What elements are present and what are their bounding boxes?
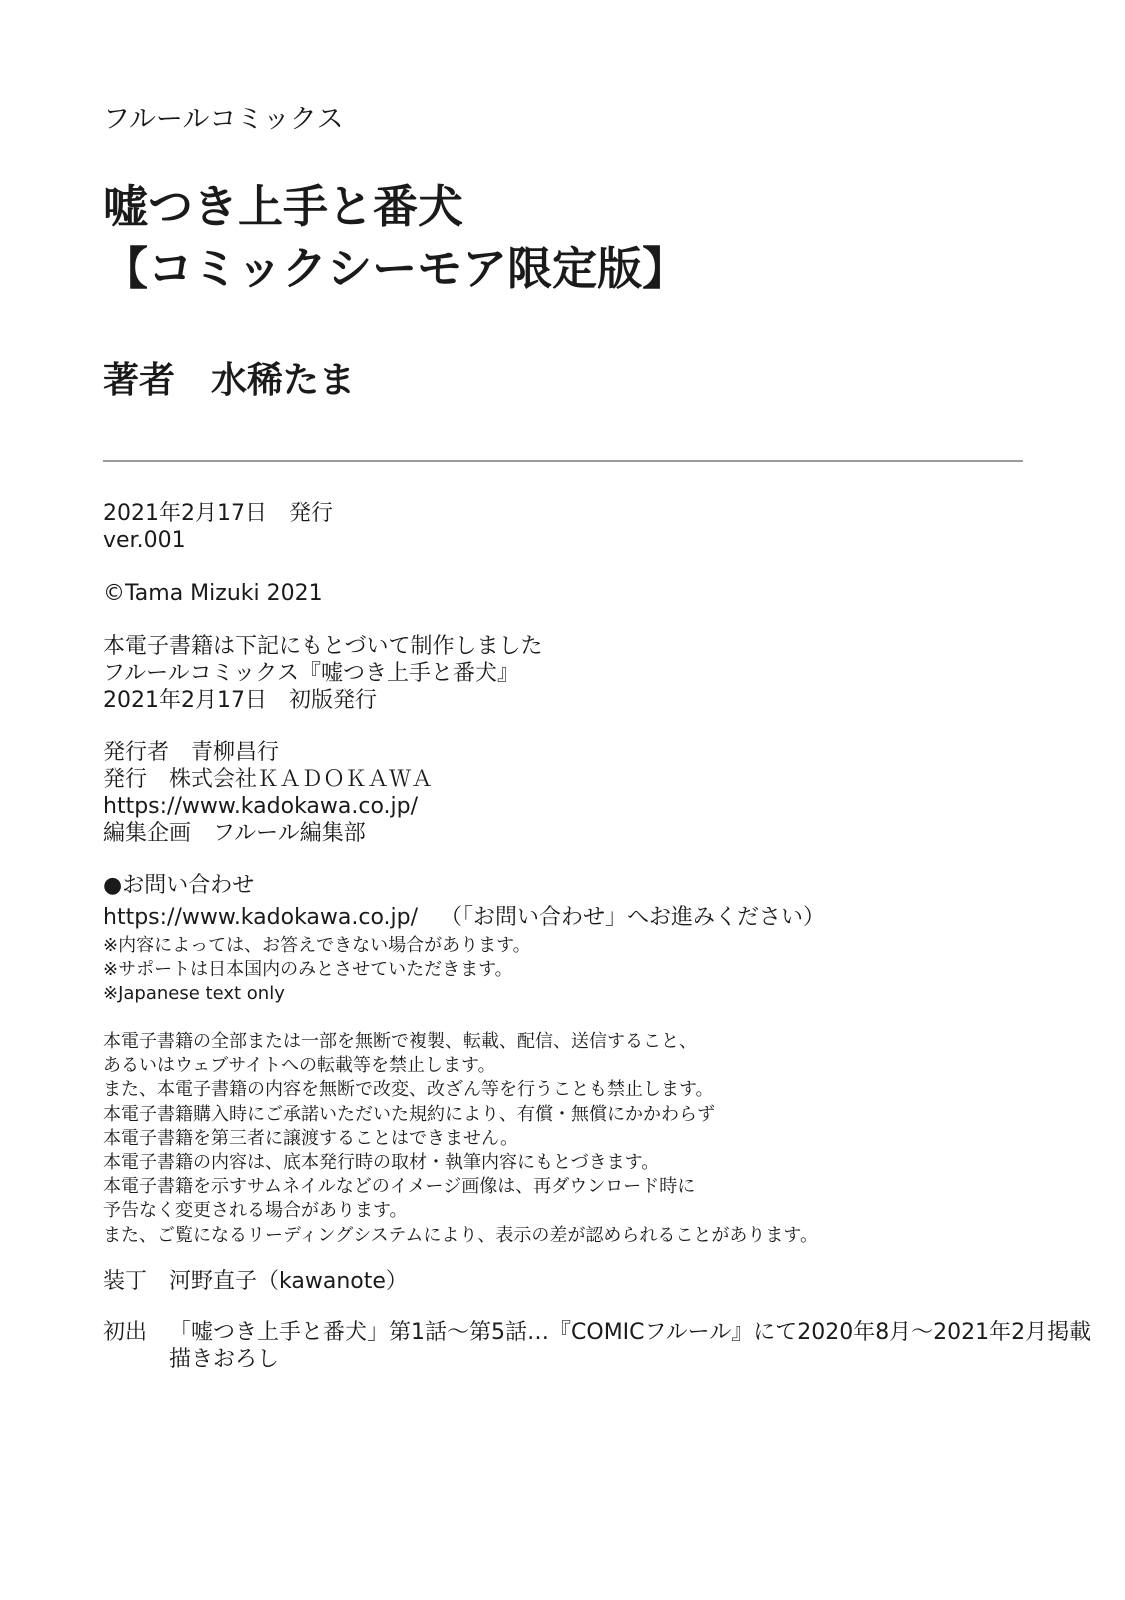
editorial-name: フルール編集部 (213, 821, 366, 846)
publisher-name: 株式会社ＫＡＤＯＫＡＷＡ (169, 767, 434, 792)
first-appearance-block (103, 1319, 1091, 1373)
contact-url-note: （「お問い合わせ」へお進みください） (440, 905, 826, 930)
design-label: 装丁 (103, 1269, 148, 1294)
publisher-line (103, 766, 433, 793)
source-line-2: フルールコミックス『嘘つき上手と番犬』 (103, 661, 520, 686)
source-date-suffix: 初版発行 (288, 688, 377, 713)
legal-line: 本電子書籍購入時にご承諾いただいた規約により、有償・無償にかかわらず (103, 1103, 715, 1125)
copyright: ©Tama Mizuki 2021 (103, 581, 323, 606)
legal-line: 本電子書籍を第三者に譲渡することはできません。 (103, 1127, 519, 1149)
contact-url-line (103, 904, 825, 931)
legal-line: また、ご覧になるリーディングシステムにより、表示の差が認められることがあります。 (103, 1224, 818, 1246)
divider (103, 460, 1023, 462)
contact-url[interactable]: https://www.kadokawa.co.jp/ (103, 905, 419, 930)
author-label: 著者 (103, 360, 176, 401)
source-line-3 (103, 687, 543, 714)
legal-notice (103, 1030, 818, 1248)
colophon-page (103, 0, 1092, 1600)
design-name: 河野直子（kawanote） (169, 1269, 408, 1294)
book-title-line-1: 嘘つき上手と番犬 (103, 180, 464, 233)
contact-notes (103, 934, 531, 1007)
design-line (103, 1268, 408, 1295)
publication-block (103, 500, 333, 554)
legal-line: あるいはウェブサイトへの転載等を禁止します。 (103, 1055, 496, 1077)
contact-heading: ●お問い合わせ (103, 873, 255, 898)
imprint-label: フルールコミックス (103, 104, 344, 135)
issuer-line (103, 739, 433, 766)
editorial-label: 編集企画 (103, 821, 192, 846)
first-appearance-text: 「嘘つき上手と番犬」第1話〜第5話…『COMICフルール』にて2020年8月〜2021年2月掲載 (169, 1320, 1092, 1345)
publisher-label: 発行 (103, 767, 148, 792)
publication-date-suffix: 発行 (288, 501, 333, 526)
first-appearance-line-2: 描きおろし (169, 1347, 280, 1372)
first-appearance-line-1 (103, 1319, 1091, 1346)
legal-line: 本電子書籍の全部または一部を無断で複製、転載、配信、送信すること、 (103, 1031, 697, 1052)
book-title (103, 176, 687, 300)
editorial-line (103, 820, 433, 847)
source-date: 2021年2月17日 (103, 688, 267, 713)
publisher-url[interactable]: https://www.kadokawa.co.jp/ (103, 794, 419, 819)
source-line-1: 本電子書籍は下記にもとづいて制作しました (103, 634, 543, 659)
legal-line: 本電子書籍を示すサムネイルなどのイメージ画像は、再ダウンロード時に (103, 1176, 696, 1198)
publication-date: 2021年2月17日 (103, 501, 267, 526)
contact-note: ※Japanese text only (103, 983, 285, 1005)
legal-line: 本電子書籍の内容は、底本発行時の取材・執筆内容にもとづきます。 (103, 1152, 660, 1174)
publication-date-line (103, 500, 333, 527)
source-block (103, 633, 543, 714)
contact-note: ※内容によっては、お答えできない場合があります。 (103, 935, 531, 956)
author-line (103, 358, 355, 404)
contact-note: ※サポートは日本国内のみとさせていただきます。 (103, 959, 513, 981)
legal-line: 予告なく変更される場合があります。 (103, 1200, 408, 1222)
version: ver.001 (103, 528, 186, 553)
book-title-line-2: 【コミックシーモア限定版】 (103, 242, 688, 295)
publisher-block (103, 739, 433, 847)
issuer-name: 青柳昌行 (191, 740, 280, 765)
first-appearance-label: 初出 (103, 1320, 148, 1345)
author-name: 水稀たま (211, 360, 356, 401)
issuer-label: 発行者 (103, 740, 170, 765)
legal-line: また、本電子書籍の内容を無断で改変、改ざん等を行うことも禁止します。 (103, 1079, 714, 1101)
